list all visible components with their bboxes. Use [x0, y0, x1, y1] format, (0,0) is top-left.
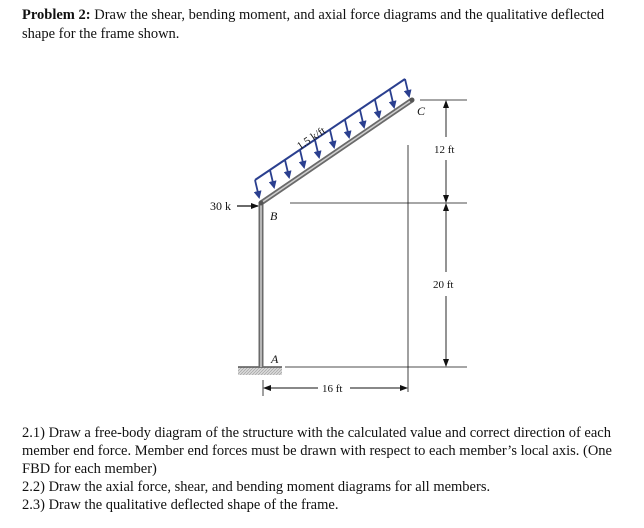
question-item: 2.3) Draw the qualitative deflected shape of the frame.: [22, 497, 339, 513]
load-arrow: [390, 90, 394, 107]
node-c-mark: [410, 98, 415, 103]
question-list: [22, 424, 634, 514]
member-bc-highlight: [261, 100, 412, 203]
fixed-support: [238, 367, 282, 375]
distributed-load-arrows: [255, 79, 409, 197]
load-label: 1.5 k/ft: [294, 124, 329, 153]
dim-h-label: 16 ft: [322, 383, 343, 395]
load-arrow: [345, 120, 349, 137]
problem-text: Draw the shear, bending moment, and axial force diagrams and the qualitative deflected shape for the frame shown.: [22, 7, 605, 42]
node-a-label: A: [271, 352, 279, 366]
problem-label: Problem 2:: [22, 7, 91, 23]
load-arrow: [270, 170, 274, 187]
force-label: 30 k: [210, 199, 231, 213]
load-arrow: [255, 180, 259, 197]
node-b-label: B: [270, 209, 278, 223]
question-item: 2.2) Draw the axial force, shear, and bending moment diagrams for all members.: [22, 479, 491, 495]
node-c-label: C: [417, 104, 426, 118]
load-arrow: [285, 160, 289, 177]
load-arrow: [330, 130, 334, 147]
load-arrow: [360, 110, 364, 127]
load-line: [255, 79, 405, 180]
load-arrow: [405, 79, 409, 96]
dim-top-label: 12 ft: [434, 144, 455, 156]
question-item: 2.1) Draw a free-body diagram of the structure with the calculated value and correct direction of each member end force. Member end forces must be drawn with respect to each member’s local axis. (One FBD for each member): [22, 425, 612, 477]
load-arrow: [375, 100, 379, 117]
dim-bottom-label: 20 ft: [433, 279, 454, 291]
node-b-mark: [259, 201, 264, 206]
